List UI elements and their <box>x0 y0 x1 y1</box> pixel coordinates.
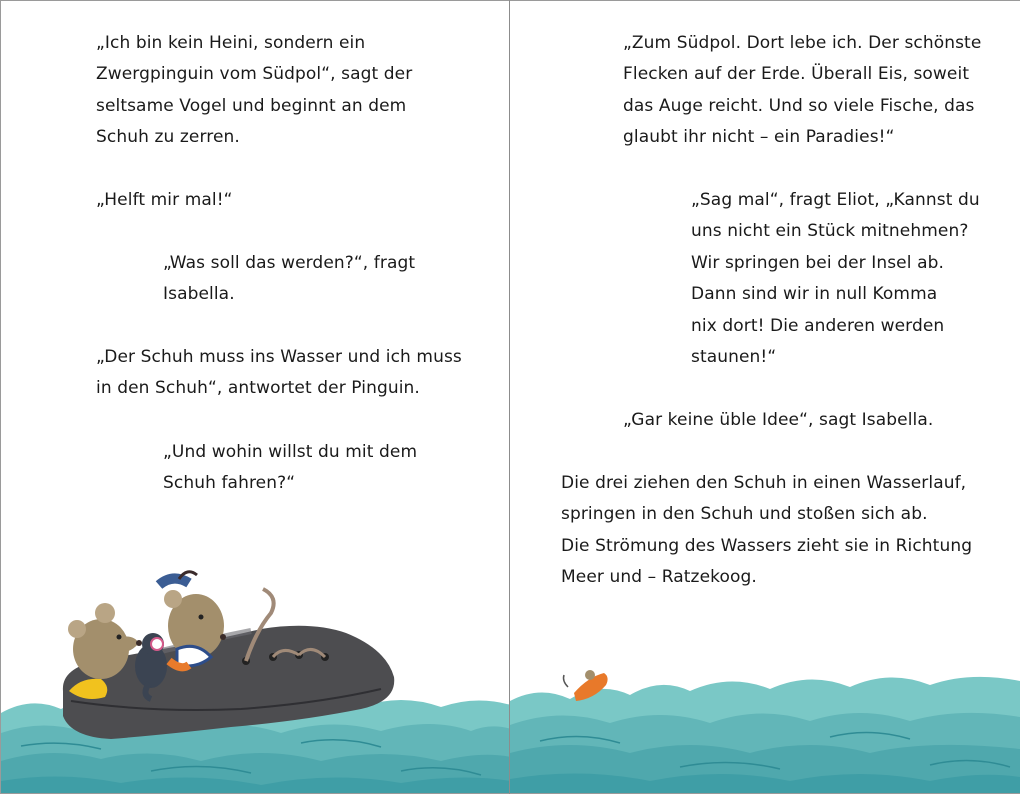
paragraph: „Sag mal“, fragt Eliot, „Kannst du uns nicht ein Stück mitnehmen? Wir springen bei der Insel ab. Dann sind wir in null Komma nix dort! Die anderen werden staunen!“ <box>691 190 980 368</box>
paragraph: „Der Schuh muss ins Wasser und ich muss in den Schuh“, antwortet der Pinguin. <box>96 347 462 399</box>
paragraph: „Zum Südpol. Dort lebe ich. Der schönste Flecken auf der Erde. Überall Eis, soweit das Auge reicht. Und so viele Fische, das glaubt ihr nicht – ein Paradies!“ <box>623 33 982 148</box>
right-page <box>510 0 1020 794</box>
shoe-boat-illustration <box>1 1 510 794</box>
sea-illustration <box>510 1 1020 794</box>
paragraph: „Und wohin willst du mit dem Schuh fahren?“ <box>163 442 418 494</box>
paragraph: „Gar keine üble Idee“, sagt Isabella. <box>623 410 934 430</box>
paragraph: „Was soll das werden?“, fragt Isabella. <box>163 253 416 305</box>
paragraph: „Helft mir mal!“ <box>96 190 233 210</box>
paragraph: Die drei ziehen den Schuh in einen Wasserlauf, springen in den Schuh und stoßen sich ab. Die Strömung des Wassers zieht sie in Richtung Meer und – Ratzekoog. <box>561 473 973 588</box>
paragraph: „Ich bin kein Heini, sondern ein Zwergpinguin vom Südpol“, sagt der seltsame Vogel und beginnt an dem Schuh zu zerren. <box>96 33 413 148</box>
